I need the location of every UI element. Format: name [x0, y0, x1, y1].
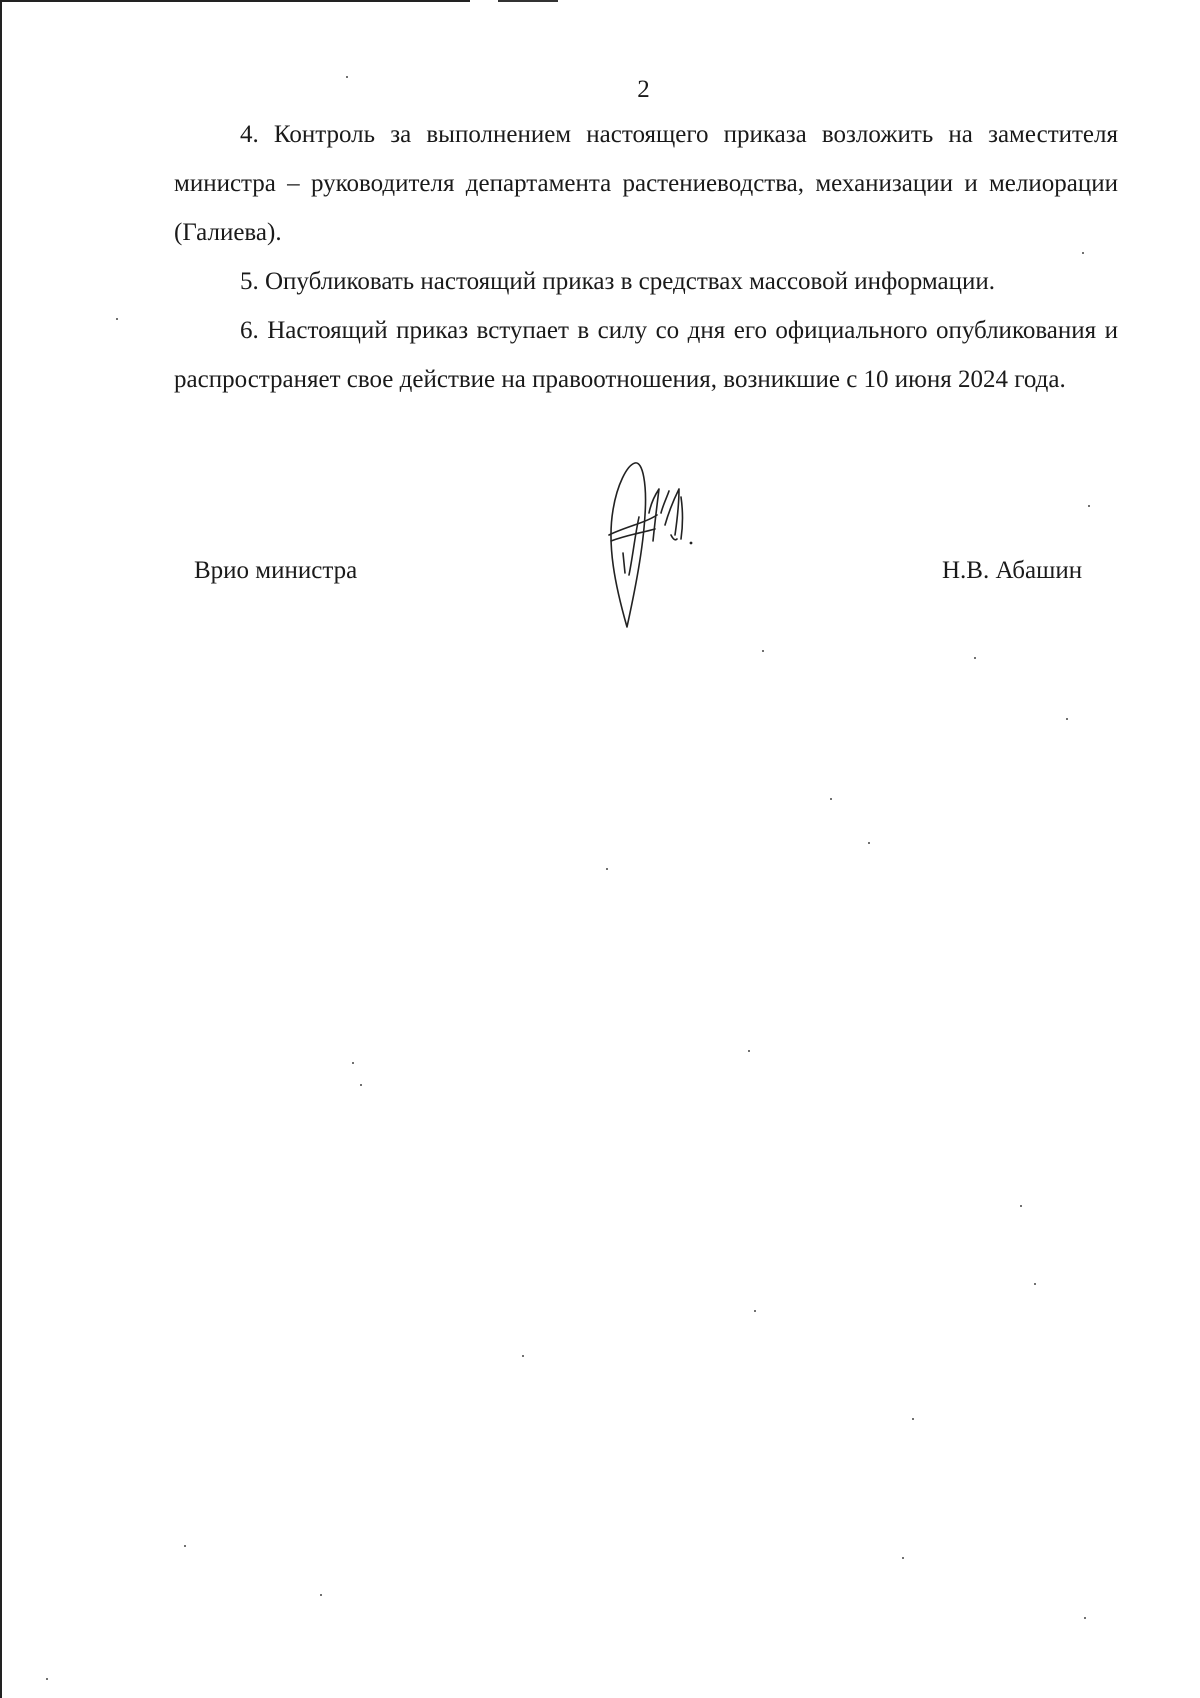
- scan-speck: [912, 1418, 914, 1420]
- signer-position: Врио министра: [194, 557, 358, 584]
- paragraph-6-text: 6. Настоящий приказ вступает в силу со дня его официального опубликования и распространяет свое действие на правоотношения, возникшие с 10 июня 2024 года.: [174, 317, 1118, 393]
- paragraph-6: [174, 306, 1118, 404]
- scan-speck: [352, 1062, 354, 1064]
- scan-speck: [46, 1678, 48, 1680]
- scan-speck: [1088, 505, 1090, 507]
- paragraph-4-text: 4. Контроль за выполнением настоящего приказа возложить на заместителя министра – руководителя департамента растениеводства, механизации и мелиорации (Галиева).: [174, 121, 1118, 246]
- scan-speck: [974, 657, 976, 659]
- scan-edge-top: [0, 0, 470, 2]
- scan-speck: [360, 1084, 362, 1086]
- scan-speck: [868, 842, 870, 844]
- scan-speck: [522, 1355, 524, 1357]
- handwritten-signature: [605, 455, 725, 635]
- scan-speck: [1084, 1617, 1086, 1619]
- paragraph-4: [174, 110, 1118, 257]
- scan-speck: [1082, 252, 1084, 254]
- scan-speck: [1066, 718, 1068, 720]
- scan-speck: [902, 1557, 904, 1559]
- scan-speck: [320, 1594, 322, 1596]
- scan-speck: [1020, 1205, 1022, 1207]
- scan-speck: [748, 1050, 750, 1052]
- paragraph-5-text: 5. Опубликовать настоящий приказ в средствах массовой информации.: [240, 268, 996, 295]
- scan-edge-top-fragment: [498, 0, 558, 2]
- scan-speck: [606, 868, 608, 870]
- scan-speck: [346, 76, 348, 78]
- scan-speck: [762, 650, 764, 652]
- page-number: 2: [637, 76, 650, 103]
- signer-name: Н.В. Абашин: [942, 557, 1083, 584]
- scan-speck: [1034, 1283, 1036, 1285]
- paragraph-5: [174, 257, 1118, 306]
- scan-speck: [830, 798, 832, 800]
- scan-edge-left: [0, 0, 2, 1698]
- scan-speck: [116, 318, 118, 320]
- scan-speck: [184, 1545, 186, 1547]
- scan-speck: [754, 1310, 756, 1312]
